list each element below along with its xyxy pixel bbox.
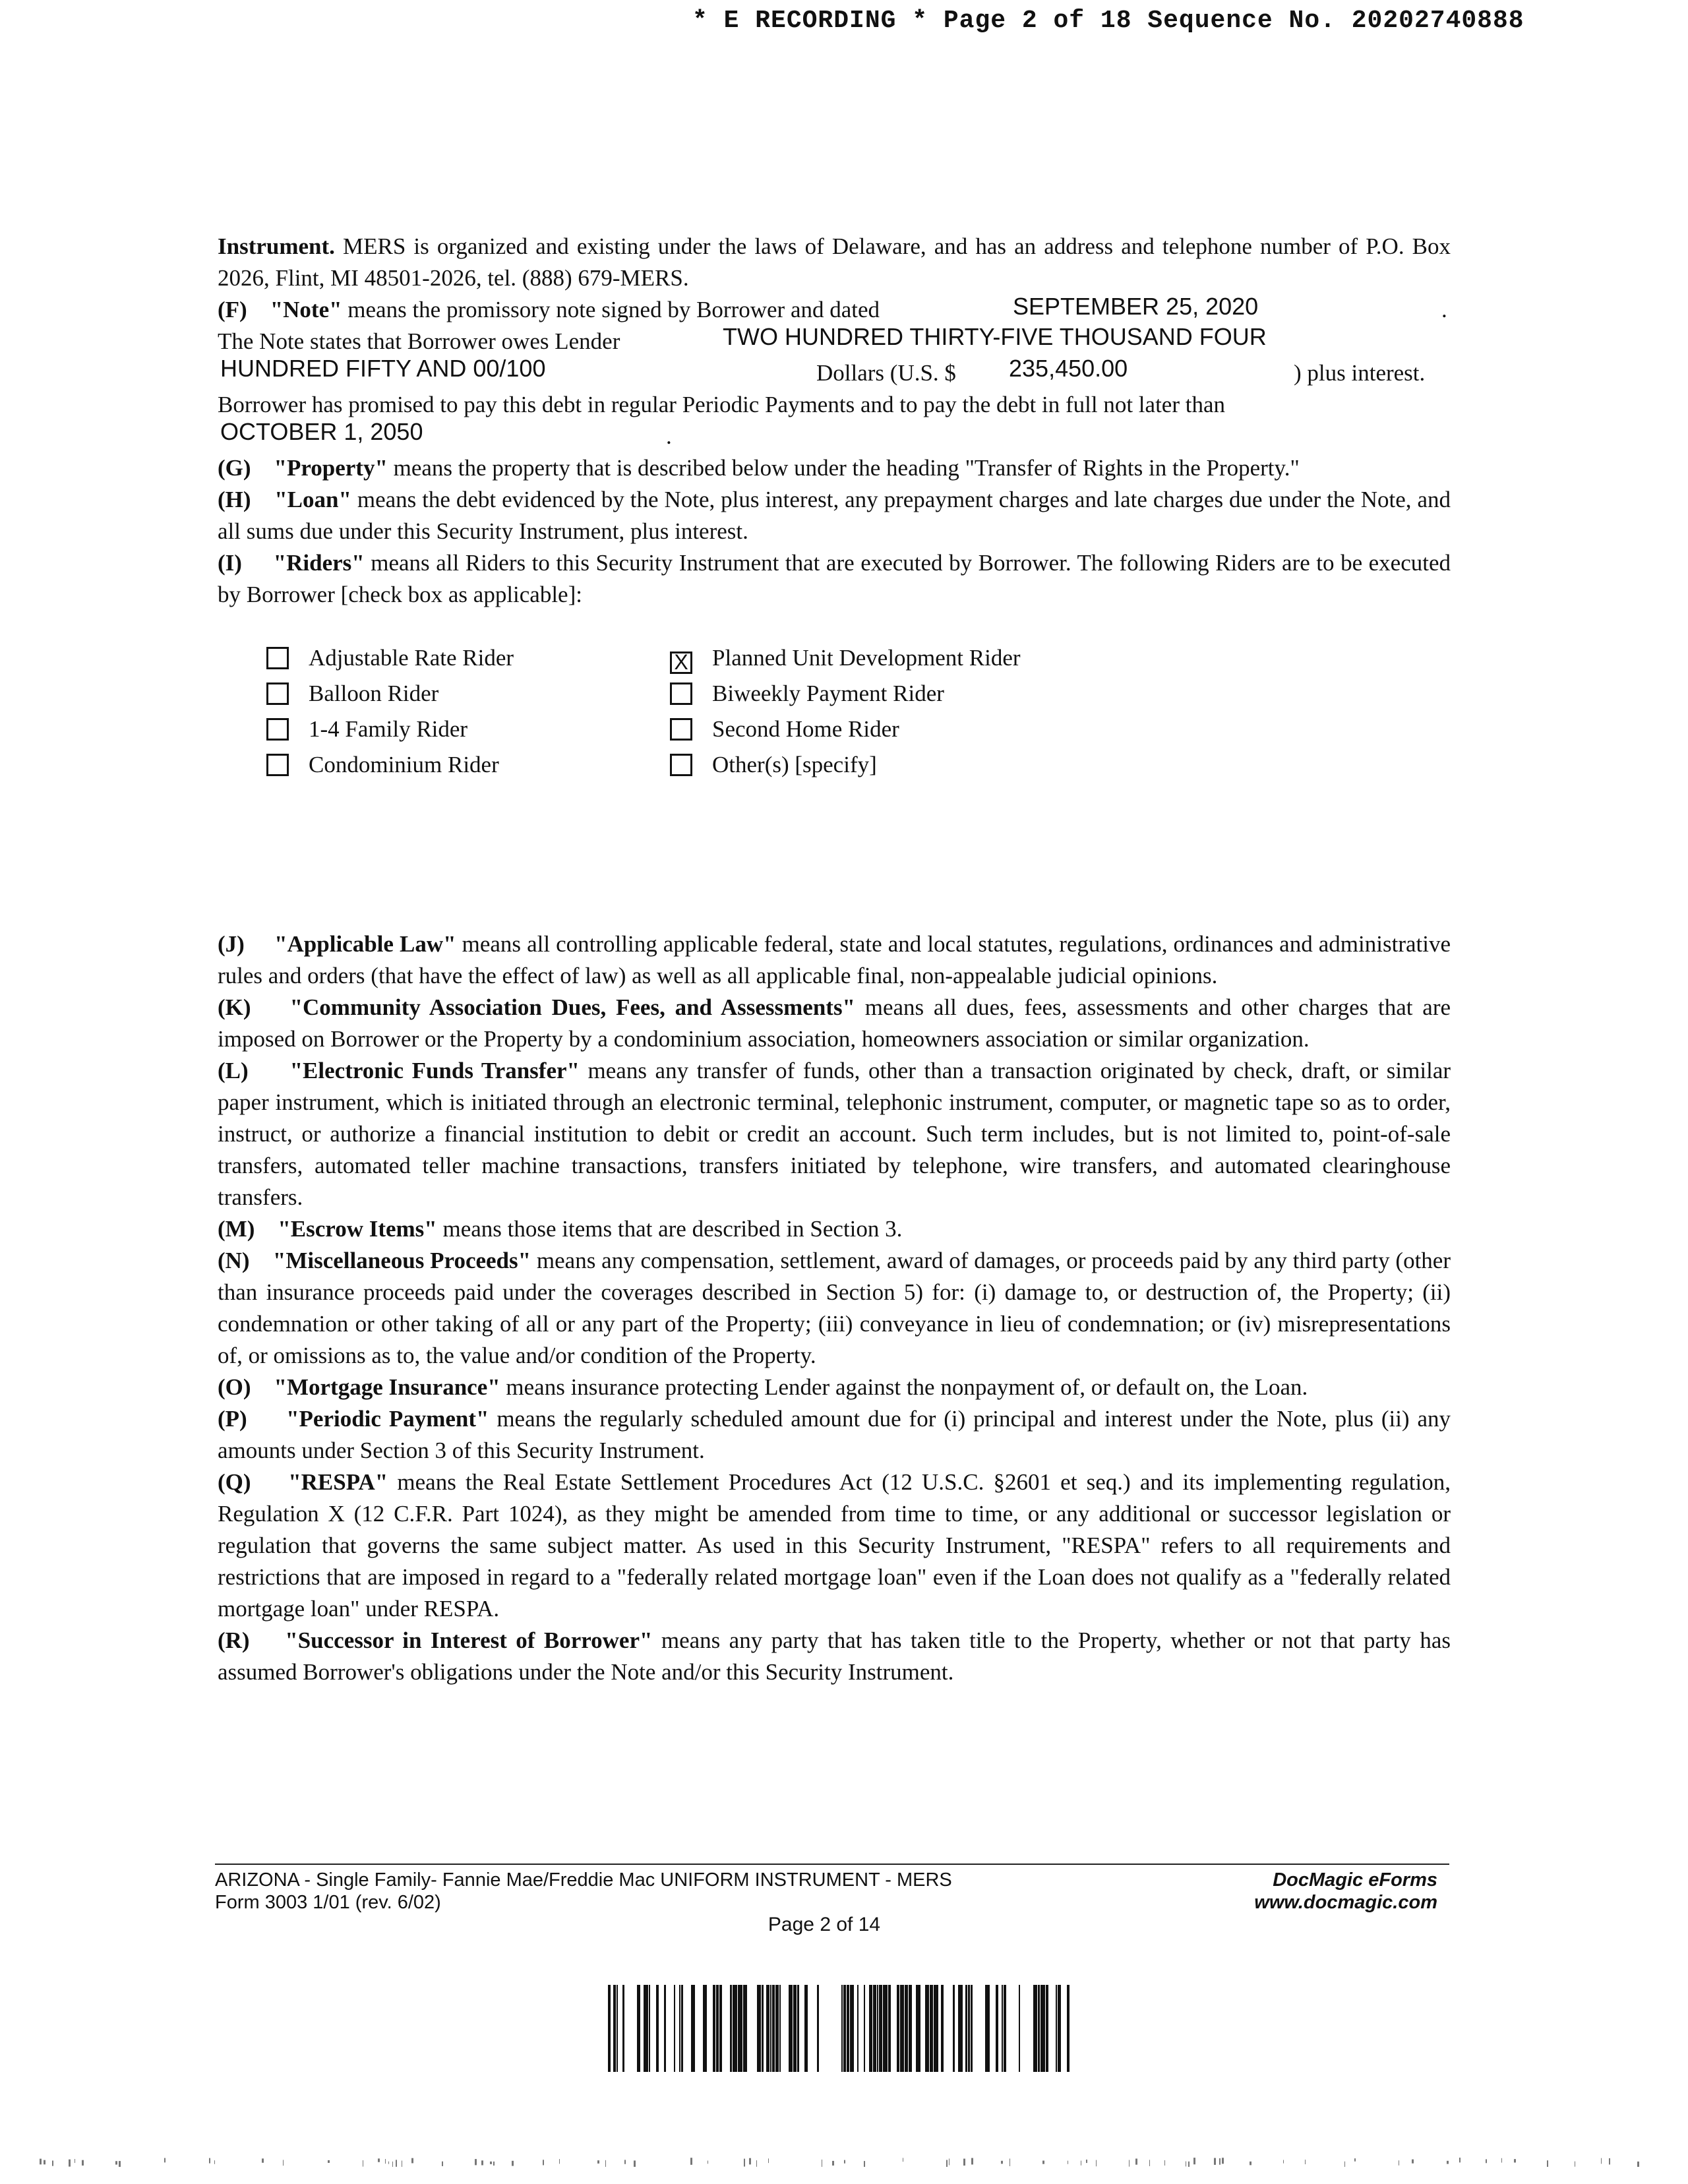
rider-planned-unit-development[interactable] <box>670 645 1021 681</box>
rider-second-home[interactable] <box>670 716 1021 752</box>
rider-label: Balloon Rider <box>309 681 439 706</box>
rider-label: 1-4 Family Rider <box>309 716 468 742</box>
definition-miscellaneous-proceeds <box>218 1245 1451 1372</box>
note-line-3: Borrower has promised to pay this debt in regular Periodic Payments and to pay the debt in full not later than <box>218 392 1225 417</box>
amount-field: 235,450.00 <box>1009 355 1128 382</box>
rider-1-4-family[interactable] <box>266 716 514 752</box>
def-tag: (O) <box>218 1374 251 1400</box>
definition-mortgage-insurance <box>218 1372 1451 1403</box>
def-term: "Electronic Funds Transfer" <box>289 1058 580 1083</box>
def-term: "Escrow Items" <box>278 1216 437 1242</box>
def-tag: (P) <box>218 1406 247 1432</box>
maturity-period: . <box>666 423 672 449</box>
rider-checkbox[interactable] <box>266 754 289 776</box>
rider-adjustable-rate[interactable] <box>266 645 514 681</box>
rider-checkbox[interactable] <box>670 682 692 705</box>
definitions-g-i <box>218 452 1451 611</box>
rider-other[interactable] <box>670 752 1021 787</box>
def-text: means all Riders to this Security Instrument that are executed by Borrower. The following Riders are to be executed by Borrower [check box as applicable]: <box>218 550 1451 607</box>
amount-words-field-1: TWO HUNDRED THIRTY-FIVE THOUSAND FOUR <box>723 323 1267 350</box>
definition-respa <box>218 1467 1451 1625</box>
def-text: means any transfer of funds, other than a transaction originated by check, draft, or similar paper instrument, which is initiated through an electronic terminal, telephonic instrument, computer, or magnetic tape so as to order, instruct, or authorize a financial institution to debit or credit an account. Such term includes, but is not limited to, point-of-sale transfers, automated teller machine transactions, transfers initiated by telephone, wire transfers, and automated clearinghouse transfers. <box>218 1058 1451 1210</box>
def-tag: (N) <box>218 1248 250 1273</box>
def-term: "Riders" <box>273 550 365 576</box>
rider-checkbox[interactable] <box>670 754 692 776</box>
def-text: means any compensation, settlement, award of damages, or proceeds paid by any third party (other than insurance proceeds paid under the coverages described in Section 5) for: (i) damage to, or destruction of, the Property; (ii) condemnation or other taking of all or any part of the Property; (iii) conveyance in lieu of condemnation; or (iv) misrepresentations of, or omissions as to, the value and/or condition of the Property. <box>218 1248 1451 1368</box>
scan-noise-strip <box>40 2158 1648 2167</box>
definitions-j-r <box>218 928 1451 1688</box>
brand-url: www.docmagic.com <box>1254 1892 1437 1913</box>
form-line-1: ARIZONA - Single Family- Fannie Mae/Freddie Mac UNIFORM INSTRUMENT - MERS <box>215 1869 952 1891</box>
def-text: means all controlling applicable federal, state and local statutes, regulations, ordinances and administrative rules and orders (that have the effect of law) as well as all applicable final, non-appealable judicial opinions. <box>218 931 1451 988</box>
def-term: "Property" <box>274 455 388 481</box>
rider-balloon[interactable] <box>266 681 514 716</box>
form-identifier <box>215 1869 952 1914</box>
definition-community-association-dues <box>218 992 1451 1055</box>
def-term: "Mortgage Insurance" <box>274 1374 500 1400</box>
rider-checkbox[interactable] <box>266 718 289 741</box>
def-term: "Successor in Interest of Borrower" <box>285 1627 653 1653</box>
definition-riders <box>218 547 1451 611</box>
rider-checkbox[interactable] <box>266 682 289 705</box>
page-number: Page 2 of 14 <box>768 1914 881 1935</box>
definition-electronic-funds-transfer <box>218 1055 1451 1213</box>
amount-words-field-2: HUNDRED FIFTY AND 00/100 <box>220 355 546 382</box>
def-term: "Community Association Dues, Fees, and Assessments" <box>289 994 855 1020</box>
definition-applicable-law <box>218 928 1451 992</box>
note-date-field: SEPTEMBER 25, 2020 <box>1013 293 1259 320</box>
def-term: "RESPA" <box>288 1469 388 1495</box>
form-line-2: Form 3003 1/01 (rev. 6/02) <box>215 1892 441 1913</box>
brand-logo-text: DocMagic eForms <box>1273 1869 1437 1891</box>
rider-condominium[interactable] <box>266 752 514 787</box>
definition-property <box>218 452 1451 484</box>
rider-label: Biweekly Payment Rider <box>712 681 944 706</box>
def-tag: (H) <box>218 487 251 512</box>
def-tag: (K) <box>218 994 251 1020</box>
intro-lead: Instrument. <box>218 233 335 259</box>
definition-successor-in-interest <box>218 1625 1451 1688</box>
def-text: means insurance protecting Lender against the nonpayment of, or default on, the Loan. <box>500 1374 1308 1400</box>
note-text-1: means the promissory note signed by Borrower and dated <box>342 297 880 322</box>
rider-checkbox[interactable] <box>670 718 692 741</box>
riders-left-column <box>266 645 514 787</box>
def-tag: (G) <box>218 455 251 481</box>
rider-checkbox[interactable] <box>266 647 289 669</box>
def-tag: (M) <box>218 1216 255 1242</box>
note-line-2: The Note states that Borrower owes Lender <box>218 328 620 354</box>
maturity-date-field: OCTOBER 1, 2050 <box>220 418 423 445</box>
def-text: means those items that are described in Section 3. <box>437 1216 903 1242</box>
definition-loan <box>218 484 1451 547</box>
def-text: means all dues, fees, assessments and other charges that are imposed on Borrower or the Property by a condominium association, homeowners association or similar organization. <box>218 994 1451 1052</box>
intro-text: MERS is organized and existing under the laws of Delaware, and has an address and telephone number of P.O. Box 2026, Flint, MI 48501-2026, tel. (888) 679-MERS. <box>218 233 1451 291</box>
recording-header: * E RECORDING * Page 2 of 18 Sequence No. 20202740888 <box>692 7 1524 35</box>
rider-label: Adjustable Rate Rider <box>309 645 514 671</box>
def-tag: (Q) <box>218 1469 251 1495</box>
dollars-label: Dollars (U.S. $ <box>816 360 956 386</box>
rider-label: Second Home Rider <box>712 716 899 742</box>
def-tag: (J) <box>218 931 245 957</box>
def-text: means the Real Estate Settlement Procedures Act (12 U.S.C. §2601 et seq.) and its implementing regulation, Regulation X (12 C.F.R. Part 1024), as they might be amended from time to time, or any additional or successor legislation or regulation that governs the same subject matter. As used in this Security Instrument, "RESPA" refers to all requirements and restrictions that are imposed in regard to a "federally related mortgage loan" even if the Loan does not qualify as a "federally related mortgage loan" under RESPA. <box>218 1469 1451 1622</box>
def-tag: (I) <box>218 550 242 576</box>
rider-checkbox-checked[interactable]: X <box>670 652 692 674</box>
def-term: "Loan" <box>274 487 351 512</box>
def-tag: (L) <box>218 1058 249 1083</box>
definition-periodic-payment <box>218 1403 1451 1467</box>
note-tag: (F) <box>218 297 247 322</box>
def-tag: (R) <box>218 1627 250 1653</box>
mers-intro-paragraph <box>218 231 1451 294</box>
note-term: "Note" <box>270 297 342 322</box>
rider-biweekly-payment[interactable] <box>670 681 1021 716</box>
rider-label: Other(s) [specify] <box>712 752 877 777</box>
note-date-period: . <box>1441 297 1447 322</box>
plus-interest-label: ) plus interest. <box>1294 360 1426 386</box>
docmagic-brand <box>1240 1869 1437 1914</box>
barcode-icon <box>608 1985 1070 2072</box>
riders-right-column <box>670 645 1021 787</box>
rider-label: Planned Unit Development Rider <box>712 645 1021 671</box>
def-text: means the regularly scheduled amount due for (i) principal and interest under the Note, plus (ii) any amounts under Section 3 of this Security Instrument. <box>218 1406 1451 1463</box>
def-term: "Periodic Payment" <box>286 1406 489 1432</box>
def-text: means the property that is described below under the heading "Transfer of Rights in the Property." <box>387 455 1300 481</box>
definition-escrow-items <box>218 1213 1451 1245</box>
footer-divider <box>215 1864 1449 1865</box>
rider-label: Condominium Rider <box>309 752 499 777</box>
def-text: means the debt evidenced by the Note, plus interest, any prepayment charges and late charges due under the Note, and all sums due under this Security Instrument, plus interest. <box>218 487 1451 544</box>
def-term: "Applicable Law" <box>274 931 456 957</box>
def-text: means any party that has taken title to the Property, whether or not that party has assumed Borrower's obligations under the Note and/or this Security Instrument. <box>218 1627 1451 1685</box>
note-line-1 <box>218 294 1451 326</box>
def-term: "Miscellaneous Proceeds" <box>272 1248 531 1273</box>
